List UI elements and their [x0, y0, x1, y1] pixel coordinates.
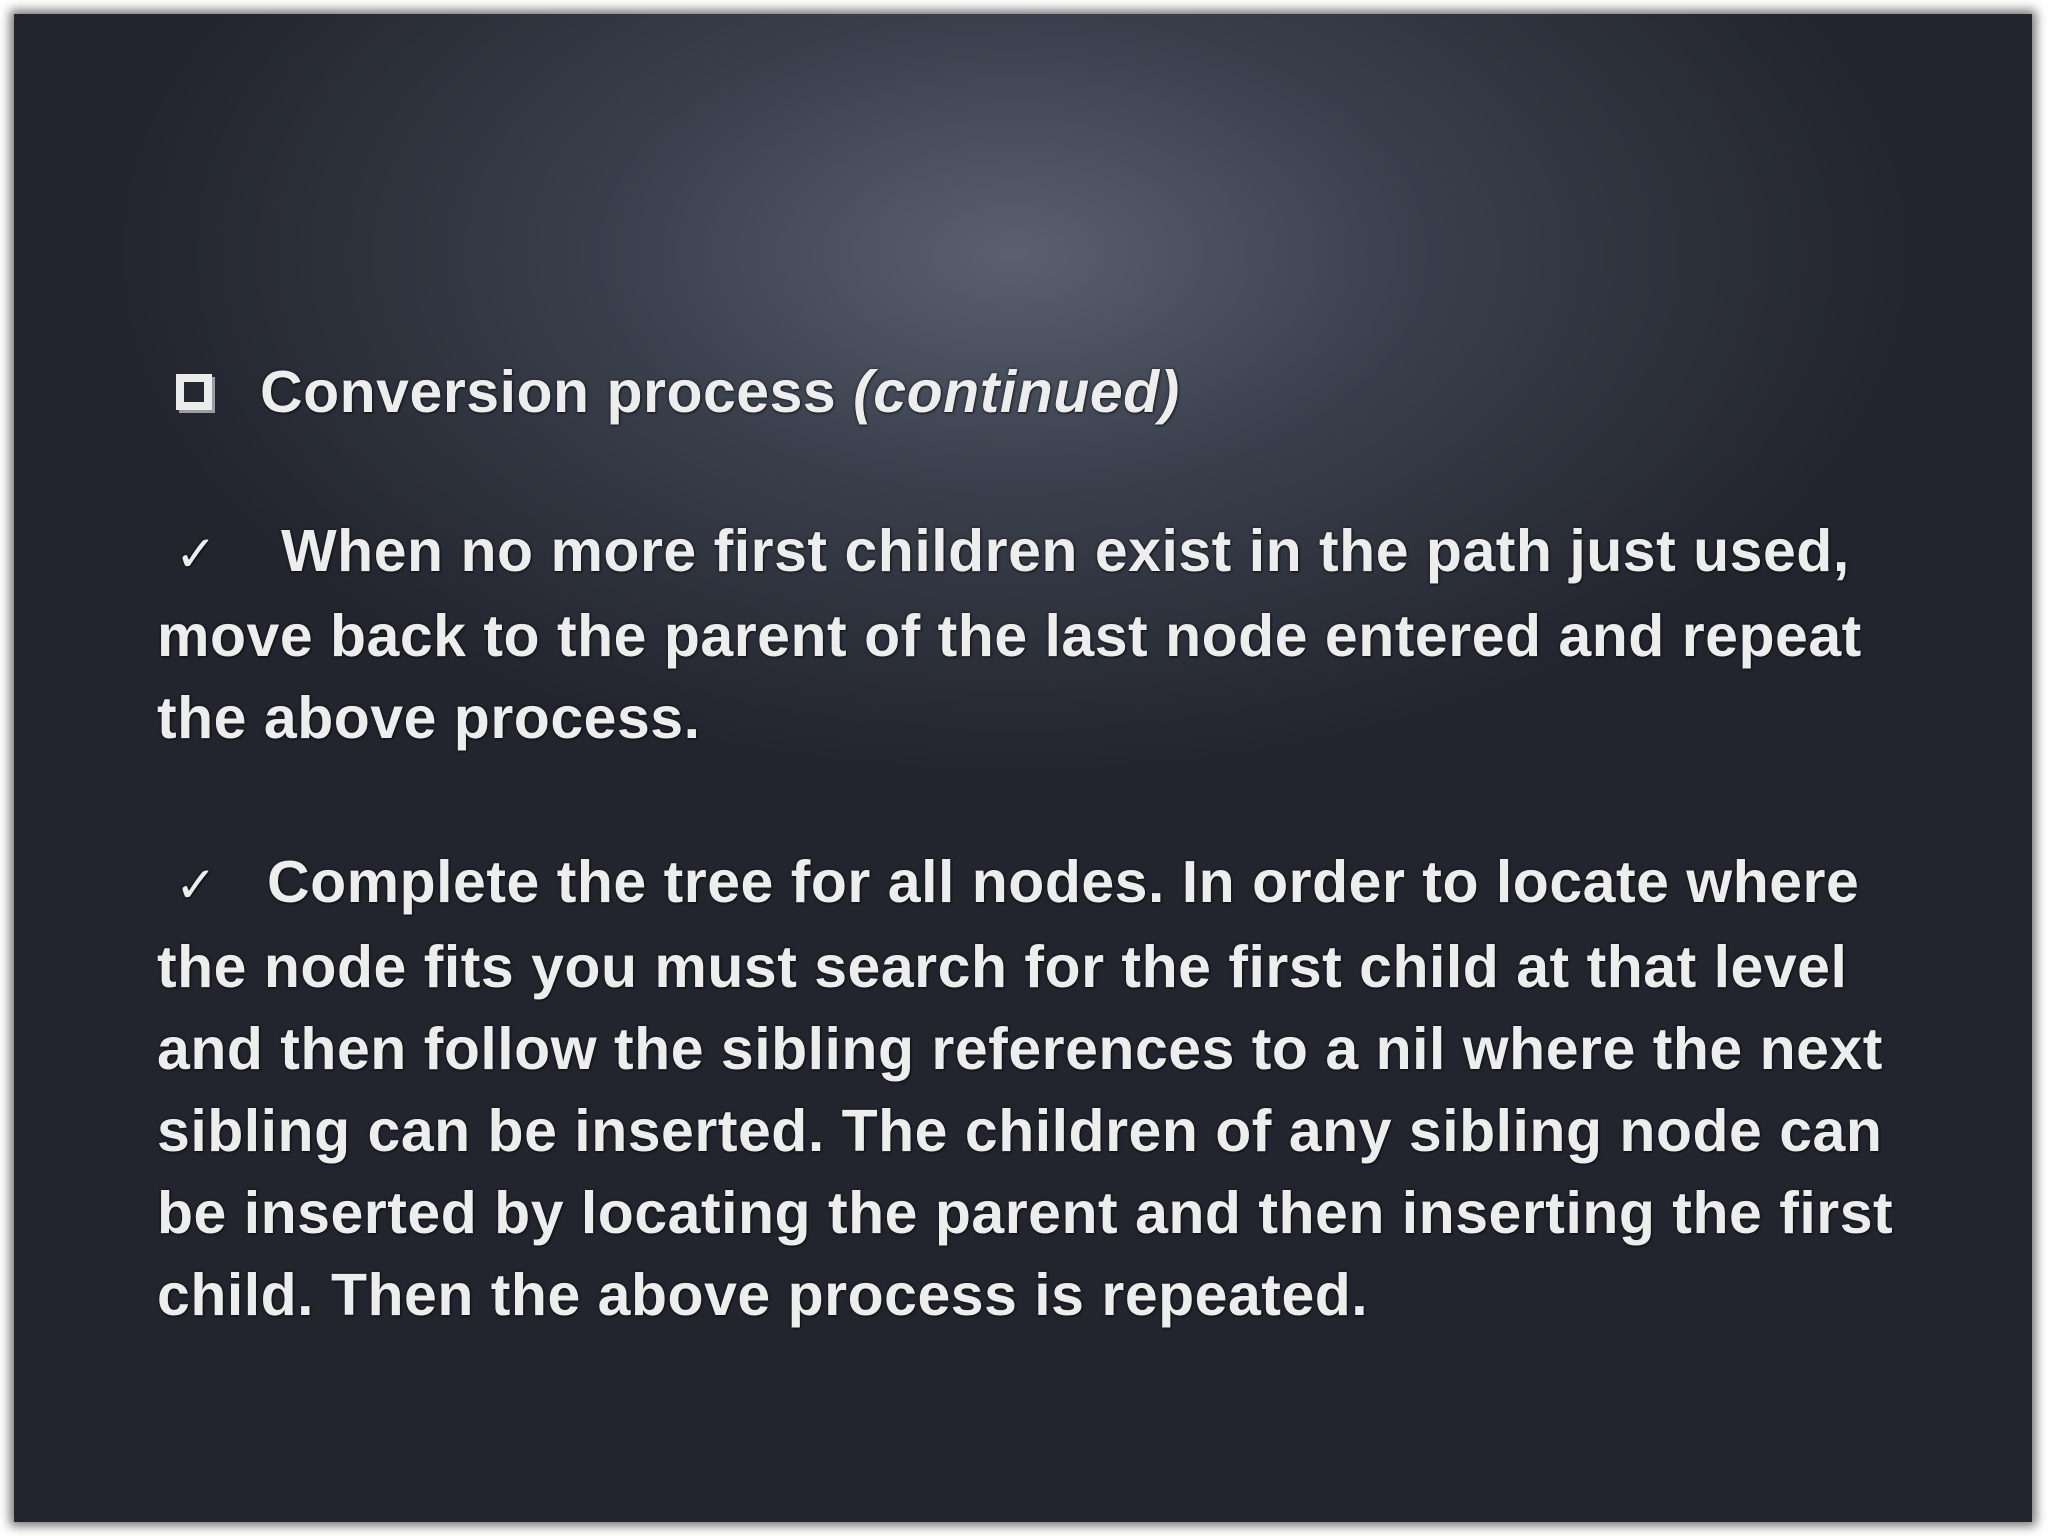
slide: [14, 14, 2032, 1522]
bullet-item-1: [157, 510, 1917, 759]
checkbox-square-icon: [176, 374, 212, 410]
bullet-text-1: When no more first children exist in the path just used, move back to the parent of the last node entered and repeat the above process.: [157, 518, 1862, 751]
heading-title-italic: (continued): [853, 359, 1180, 425]
section-heading: [157, 344, 1917, 440]
bullet-item-2: [157, 841, 1917, 1336]
bullet-text-2: Complete the tree for all nodes. In order to locate where the node fits you must search for the first child at that level and then follow the sibling references to a nil where the next sibling can be inserted. The children of any sibling node can be inserted by locating the parent and then inserting the first child. Then the above process is repeated.: [157, 849, 1894, 1328]
heading-title: [260, 358, 1180, 426]
checkmark-icon: ✓: [175, 856, 218, 914]
heading-title-text: Conversion process: [260, 359, 837, 425]
slide-content: [157, 344, 1917, 1336]
checkmark-icon: ✓: [175, 525, 218, 583]
